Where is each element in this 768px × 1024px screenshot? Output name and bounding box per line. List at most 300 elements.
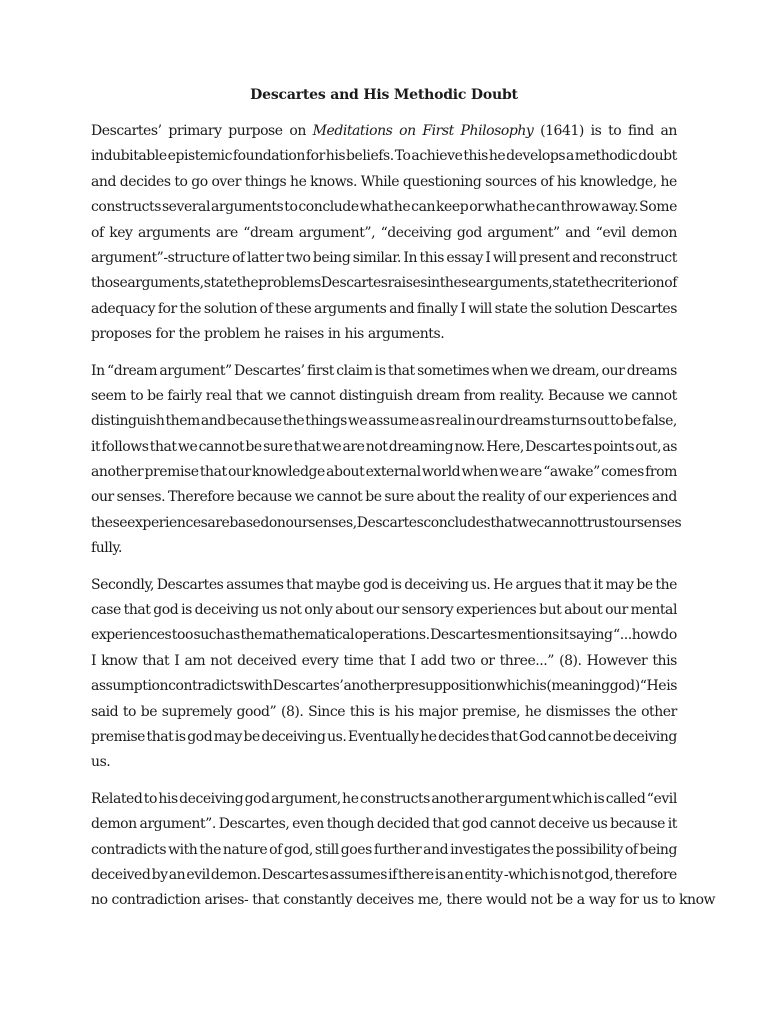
word: the xyxy=(457,489,480,506)
word: and xyxy=(572,249,598,266)
word: premise xyxy=(91,728,146,745)
word: throw xyxy=(560,199,601,216)
word: investigates xyxy=(450,841,531,858)
word: that xyxy=(142,652,170,669)
word: state xyxy=(552,275,586,292)
italic-word: Philosophy xyxy=(460,123,534,139)
text-line xyxy=(91,119,677,144)
word: go xyxy=(191,173,208,190)
word: to xyxy=(130,387,144,404)
word: of xyxy=(540,173,554,190)
word: too xyxy=(171,627,193,644)
word: we xyxy=(177,438,198,455)
word: because xyxy=(610,816,665,833)
word: is xyxy=(174,728,186,745)
word: real xyxy=(435,413,462,430)
text-line xyxy=(91,435,677,460)
word: saying xyxy=(569,627,613,644)
word: two xyxy=(450,652,476,669)
word: and xyxy=(389,300,415,317)
word: possibility xyxy=(555,841,623,858)
word: therefore xyxy=(614,866,677,883)
word: achieve xyxy=(411,148,463,165)
word: these xyxy=(275,300,312,317)
word: In xyxy=(91,362,105,379)
word: indubitable xyxy=(91,148,167,165)
text-line xyxy=(91,485,677,510)
word: present xyxy=(518,249,570,266)
word: us. xyxy=(91,754,111,771)
word: us. xyxy=(471,576,491,593)
word: Therefore xyxy=(167,489,235,506)
word: is xyxy=(549,866,561,883)
text-line xyxy=(91,750,677,775)
word: as xyxy=(419,413,435,430)
word: key xyxy=(109,224,133,241)
word: god) xyxy=(609,678,640,695)
word: In xyxy=(403,249,418,266)
word: deceiving xyxy=(404,576,469,593)
word: is xyxy=(590,123,602,139)
word: or xyxy=(469,199,484,216)
word: fully. xyxy=(91,540,122,557)
word: concludes xyxy=(423,514,491,531)
word: it xyxy=(593,576,603,593)
word: contradicts xyxy=(168,678,244,695)
word: no xyxy=(91,892,108,909)
word: (8). xyxy=(559,652,582,669)
word: adequacy xyxy=(91,300,156,317)
word: he xyxy=(420,728,437,745)
italic-word: First xyxy=(422,123,454,139)
word: the xyxy=(655,576,677,593)
word: Here, xyxy=(486,438,524,455)
word: in xyxy=(427,275,440,292)
word: this xyxy=(419,249,444,266)
word: not xyxy=(210,652,232,669)
word: from xyxy=(463,387,496,404)
word: demon xyxy=(91,816,137,833)
word: to xyxy=(122,703,137,720)
word: deceived xyxy=(237,652,297,669)
word: case xyxy=(91,602,121,619)
word: our xyxy=(543,489,566,506)
word: this xyxy=(652,652,677,669)
word: (meaning xyxy=(546,678,610,695)
word: epistemic xyxy=(167,148,232,165)
text-line xyxy=(91,812,677,837)
word: may xyxy=(213,728,242,745)
word: Descartes xyxy=(320,275,388,292)
word: and xyxy=(423,841,449,858)
word: reality xyxy=(482,489,525,506)
word: entity xyxy=(464,866,503,883)
paragraph xyxy=(91,359,682,562)
word: he xyxy=(518,199,535,216)
word: God xyxy=(518,728,547,745)
word: the xyxy=(236,275,259,292)
word: or xyxy=(480,652,495,669)
text-line xyxy=(91,195,677,220)
word: argument”. xyxy=(139,816,216,833)
word: arguments, xyxy=(127,275,204,292)
word: demon xyxy=(631,224,677,241)
word: solution xyxy=(203,300,257,317)
word: there xyxy=(398,866,434,883)
word: constructs xyxy=(91,199,161,216)
word: way xyxy=(588,892,616,909)
word: turns xyxy=(551,413,587,430)
word: experiences xyxy=(127,514,208,531)
word: sure xyxy=(384,489,414,506)
word: assume xyxy=(368,413,419,430)
word: external xyxy=(365,464,421,481)
word: that xyxy=(563,576,591,593)
word: demon. xyxy=(210,866,261,883)
word: knowledge, xyxy=(579,173,657,190)
word: points xyxy=(593,438,635,455)
word: are xyxy=(519,464,542,481)
word: add xyxy=(420,652,446,669)
word: because xyxy=(236,489,292,506)
word: our xyxy=(614,514,637,531)
word: only xyxy=(304,602,333,619)
word: Descartes, xyxy=(218,816,290,833)
word: cannot xyxy=(547,728,594,745)
word: can xyxy=(411,199,436,216)
word: a xyxy=(576,892,585,909)
word: problem xyxy=(204,326,260,343)
word: of xyxy=(527,489,541,506)
word: he xyxy=(393,199,411,216)
word: senses, xyxy=(308,514,357,531)
text-line xyxy=(91,322,677,347)
word: to xyxy=(174,173,188,190)
word: being xyxy=(312,249,351,266)
word: with xyxy=(243,678,273,695)
word: the xyxy=(178,326,201,343)
word: be xyxy=(636,576,653,593)
word: are xyxy=(342,438,365,455)
word: Descartes xyxy=(610,300,677,317)
word: trust xyxy=(582,514,615,531)
word: that xyxy=(378,652,406,669)
word: it xyxy=(667,816,677,833)
word: of xyxy=(91,224,104,241)
word: about xyxy=(326,464,365,481)
word: nature xyxy=(222,841,268,858)
paragraph xyxy=(91,573,677,776)
word: we xyxy=(347,413,368,430)
word: mathematical xyxy=(262,627,355,644)
word: an xyxy=(446,866,464,883)
word: arguments xyxy=(137,224,211,241)
word: things xyxy=(244,173,287,190)
word: our xyxy=(476,413,499,430)
word: we xyxy=(517,514,537,531)
document-title: Descartes and His Methodic Doubt xyxy=(250,87,518,103)
word: am xyxy=(184,652,206,669)
word: this xyxy=(349,703,375,720)
word: senses xyxy=(636,514,682,531)
word: things xyxy=(305,413,347,430)
word: not xyxy=(561,866,584,883)
word: Descartes’ xyxy=(272,678,344,695)
word: contradicts xyxy=(91,841,167,858)
word: because xyxy=(226,413,282,430)
word: but xyxy=(539,602,562,619)
word: supremely xyxy=(161,703,232,720)
word: is xyxy=(181,602,192,619)
word: when xyxy=(491,362,528,379)
word: our xyxy=(605,602,628,619)
word: raises xyxy=(284,326,324,343)
word: decides xyxy=(119,173,171,190)
word: of xyxy=(269,841,282,858)
text-line xyxy=(91,700,677,725)
word: us xyxy=(261,602,277,619)
word: god, xyxy=(584,866,614,883)
word: be xyxy=(140,703,158,720)
word: those xyxy=(91,275,128,292)
word: “...how xyxy=(613,627,660,644)
word: questioning xyxy=(402,173,482,190)
word: that xyxy=(149,438,177,455)
word: not xyxy=(279,602,302,619)
word: be xyxy=(624,413,641,430)
word: dream xyxy=(416,387,460,404)
word: keep xyxy=(436,199,469,216)
word: problems xyxy=(258,275,321,292)
word: are xyxy=(207,514,230,531)
word: when xyxy=(461,464,498,481)
word: there xyxy=(446,892,483,909)
text-line xyxy=(91,460,677,485)
word: away. xyxy=(601,199,639,216)
word: distinguish xyxy=(339,387,413,404)
word: develops xyxy=(506,148,566,165)
word: he xyxy=(660,173,677,190)
word: in xyxy=(462,413,476,430)
word: real xyxy=(205,387,232,404)
word: called xyxy=(605,790,646,807)
italic-word: on xyxy=(399,123,416,139)
word: premise xyxy=(144,464,199,481)
word: While xyxy=(360,173,400,190)
word: conclude xyxy=(298,199,359,216)
word: about xyxy=(564,602,603,619)
word: Descartes xyxy=(261,866,329,883)
word: argument xyxy=(484,790,551,807)
word: I xyxy=(91,652,97,669)
word: state xyxy=(494,300,528,317)
word: argument”-structure xyxy=(91,249,230,266)
word: may xyxy=(605,576,634,593)
word: god xyxy=(456,224,482,241)
word: seem xyxy=(91,387,127,404)
word: argument”, xyxy=(298,224,376,241)
word: to xyxy=(143,790,157,807)
word: as xyxy=(225,627,240,644)
word: from xyxy=(645,464,677,481)
word: in xyxy=(327,326,341,343)
word: I xyxy=(174,652,180,669)
word: with xyxy=(168,841,198,858)
word: arguments xyxy=(210,199,284,216)
word: experiences xyxy=(456,602,537,619)
word: assumes xyxy=(329,866,387,883)
word: over xyxy=(211,173,241,190)
word: we xyxy=(607,387,628,404)
word: for xyxy=(305,148,325,165)
word: such xyxy=(193,627,225,644)
word: arguments. xyxy=(367,326,445,343)
word: if xyxy=(388,866,397,883)
word: arguments xyxy=(314,300,387,317)
word: false, xyxy=(641,413,677,430)
word: god xyxy=(362,576,388,593)
word: solution xyxy=(554,300,608,317)
word: which xyxy=(552,790,593,807)
word: cannot xyxy=(198,438,245,455)
word: the xyxy=(179,300,202,317)
word: even xyxy=(292,816,324,833)
word: I xyxy=(460,300,466,317)
word: our xyxy=(227,464,251,481)
word: two xyxy=(285,249,311,266)
word: dream, xyxy=(551,362,600,379)
word: by xyxy=(151,866,168,883)
word: He xyxy=(493,576,513,593)
word: do xyxy=(660,627,677,644)
word: Descartes’ xyxy=(234,362,305,379)
word: his xyxy=(344,326,364,343)
word: decides xyxy=(438,728,490,745)
word: god xyxy=(153,602,179,619)
word: that xyxy=(293,438,321,455)
text-line xyxy=(91,598,677,623)
word: that xyxy=(199,464,227,481)
word: latter xyxy=(247,249,284,266)
word: “evil xyxy=(646,790,677,807)
paragraph-gap xyxy=(91,348,677,359)
word: goes xyxy=(340,841,372,858)
word: doubt xyxy=(638,148,677,165)
word: we xyxy=(321,438,342,455)
word: god, xyxy=(283,841,313,858)
word: several xyxy=(161,199,210,216)
word: follows xyxy=(101,438,149,455)
word: we xyxy=(266,387,286,404)
word: argues xyxy=(515,576,562,593)
word: experiences xyxy=(91,627,172,644)
word: other xyxy=(641,703,677,720)
word: time xyxy=(343,652,374,669)
word: for xyxy=(619,892,639,909)
word: it xyxy=(91,438,101,455)
word: experiences xyxy=(568,489,650,506)
word: is xyxy=(593,790,605,807)
word: of xyxy=(231,249,245,266)
word: is xyxy=(434,866,446,883)
word: distinguish xyxy=(91,413,165,430)
word: the xyxy=(614,703,637,720)
text-line xyxy=(91,888,716,913)
word: criterion xyxy=(606,275,665,292)
text-line xyxy=(91,674,677,699)
text-line xyxy=(91,623,677,648)
word: Descartes’ xyxy=(91,123,162,139)
word: to xyxy=(284,199,298,216)
word: that xyxy=(123,602,151,619)
word: fairly xyxy=(167,387,202,404)
document-body xyxy=(91,119,716,914)
word: and xyxy=(651,489,677,506)
word: that xyxy=(490,514,518,531)
text-line xyxy=(91,297,677,322)
text-line xyxy=(91,863,677,888)
word: cannot xyxy=(631,387,677,404)
word: know xyxy=(101,652,138,669)
word: premise, xyxy=(462,703,521,720)
word: Descartes xyxy=(430,627,497,644)
word: our xyxy=(285,514,309,531)
word: essay xyxy=(446,249,484,266)
word: Secondly, xyxy=(91,576,155,593)
word: I xyxy=(410,652,416,669)
word: Descartes xyxy=(525,438,592,455)
word: we xyxy=(294,489,314,506)
word: Since xyxy=(308,703,346,720)
word: purpose xyxy=(228,123,283,139)
word: arguments, xyxy=(475,275,553,292)
word: is xyxy=(666,678,677,695)
text-line xyxy=(91,359,677,384)
text-line xyxy=(91,725,677,750)
word: is xyxy=(379,703,390,720)
word: us. xyxy=(327,728,347,745)
word: comes xyxy=(601,464,644,481)
word: the xyxy=(282,413,305,430)
word: cannot xyxy=(536,514,583,531)
word: dreams xyxy=(626,362,677,379)
word: Descartes xyxy=(356,514,424,531)
word: foundation xyxy=(232,148,305,165)
word: are xyxy=(215,224,238,241)
word: be xyxy=(245,438,262,455)
word: proposes xyxy=(91,326,152,343)
word: of xyxy=(259,300,273,317)
word: “dream xyxy=(107,362,158,379)
word: is xyxy=(390,576,402,593)
word: be xyxy=(147,387,164,404)
word: the xyxy=(240,627,263,644)
word: another xyxy=(431,790,484,807)
word: cannot xyxy=(289,387,336,404)
word: “awake” xyxy=(543,464,600,481)
word: methodic xyxy=(574,148,638,165)
word: of xyxy=(624,841,638,858)
word: his xyxy=(556,173,577,190)
word: for xyxy=(155,326,175,343)
word: is xyxy=(535,678,547,695)
word: to xyxy=(610,413,624,430)
word: sources xyxy=(485,173,537,190)
text-line xyxy=(91,573,677,598)
word: assumes xyxy=(226,576,284,593)
word: raises xyxy=(387,275,428,292)
text-line xyxy=(91,787,677,812)
